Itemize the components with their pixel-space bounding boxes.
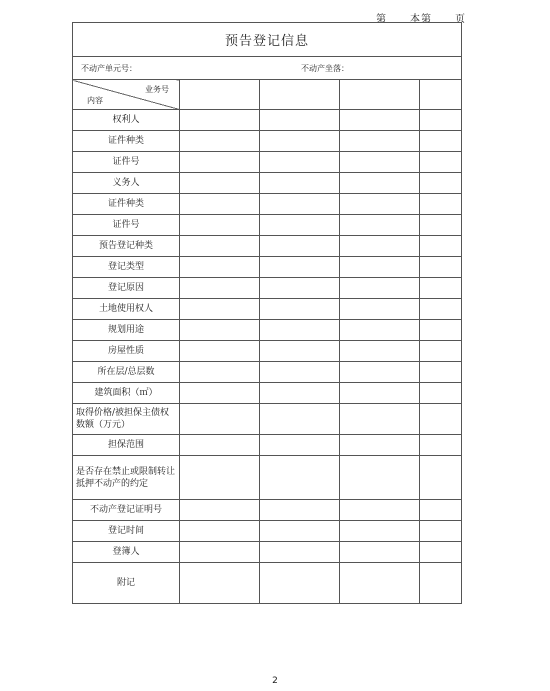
value-cell[interactable] [260, 236, 340, 257]
value-cell[interactable] [420, 194, 462, 215]
value-cell[interactable] [420, 173, 462, 194]
value-cell[interactable] [260, 542, 340, 563]
value-cell[interactable] [260, 80, 340, 110]
row-label: 建筑面积（㎡） [73, 383, 180, 404]
value-cell[interactable] [260, 278, 340, 299]
value-cell[interactable] [420, 435, 462, 456]
value-cell[interactable] [420, 500, 462, 521]
value-cell[interactable] [420, 383, 462, 404]
value-cell[interactable] [340, 152, 420, 173]
value-cell[interactable] [340, 80, 420, 110]
value-cell[interactable] [180, 521, 260, 542]
value-cell[interactable] [180, 110, 260, 131]
value-cell[interactable] [180, 173, 260, 194]
value-cell[interactable] [340, 563, 420, 604]
value-cell[interactable] [260, 456, 340, 500]
value-cell[interactable] [260, 299, 340, 320]
value-cell[interactable] [340, 320, 420, 341]
value-cell[interactable] [180, 236, 260, 257]
value-cell[interactable] [180, 456, 260, 500]
page-number: 2 [272, 676, 278, 686]
registration-table [72, 22, 462, 604]
value-cell[interactable] [420, 299, 462, 320]
value-cell[interactable] [180, 299, 260, 320]
value-cell[interactable] [420, 257, 462, 278]
row-label: 义务人 [73, 173, 180, 194]
value-cell[interactable] [420, 131, 462, 152]
row-label: 登记类型 [73, 257, 180, 278]
value-cell[interactable] [420, 362, 462, 383]
row-label: 登记原因 [73, 278, 180, 299]
value-cell[interactable] [260, 257, 340, 278]
row-label: 房屋性质 [73, 341, 180, 362]
row-label: 不动产登记证明号 [73, 500, 180, 521]
value-cell[interactable] [420, 320, 462, 341]
value-cell[interactable] [180, 542, 260, 563]
value-cell[interactable] [180, 435, 260, 456]
value-cell[interactable] [420, 542, 462, 563]
row-label: 登记时间 [73, 521, 180, 542]
value-cell[interactable] [260, 110, 340, 131]
row-label: 证件种类 [73, 131, 180, 152]
row-label: 登簿人 [73, 542, 180, 563]
value-cell[interactable] [260, 194, 340, 215]
value-cell[interactable] [340, 521, 420, 542]
value-cell[interactable] [260, 563, 340, 604]
value-cell[interactable] [260, 362, 340, 383]
value-cell[interactable] [260, 435, 340, 456]
diagonal-header-cell [73, 80, 180, 110]
value-cell[interactable] [340, 215, 420, 236]
value-cell[interactable] [420, 404, 462, 435]
value-cell[interactable] [260, 173, 340, 194]
row-label: 所在层/总层数 [73, 362, 180, 383]
value-cell[interactable] [420, 110, 462, 131]
row-label: 证件号 [73, 215, 180, 236]
value-cell[interactable] [180, 131, 260, 152]
value-cell[interactable] [340, 500, 420, 521]
row-label: 担保范围 [73, 435, 180, 456]
value-cell[interactable] [180, 563, 260, 604]
row-label: 证件种类 [73, 194, 180, 215]
content-label: 内容 [87, 96, 103, 105]
value-cell[interactable] [340, 110, 420, 131]
row-label: 权利人 [73, 110, 180, 131]
header-ye: 页 [455, 14, 466, 25]
value-cell[interactable] [340, 456, 420, 500]
value-cell[interactable] [180, 362, 260, 383]
value-cell[interactable] [260, 500, 340, 521]
value-cell[interactable] [260, 521, 340, 542]
header-ben: 本第 [410, 14, 432, 25]
value-cell[interactable] [340, 194, 420, 215]
value-cell[interactable] [180, 404, 260, 435]
value-cell[interactable] [340, 383, 420, 404]
row-label: 预告登记种类 [73, 236, 180, 257]
value-cell[interactable] [420, 215, 462, 236]
row-label: 证件号 [73, 152, 180, 173]
value-cell[interactable] [180, 215, 260, 236]
value-cell[interactable] [180, 320, 260, 341]
value-cell[interactable] [180, 383, 260, 404]
value-cell[interactable] [420, 521, 462, 542]
value-cell[interactable] [420, 456, 462, 500]
value-cell[interactable] [260, 131, 340, 152]
value-cell[interactable] [420, 236, 462, 257]
value-cell[interactable] [420, 278, 462, 299]
value-cell[interactable] [260, 383, 340, 404]
value-cell[interactable] [340, 435, 420, 456]
value-cell[interactable] [260, 320, 340, 341]
value-cell[interactable] [180, 278, 260, 299]
value-cell[interactable] [340, 236, 420, 257]
row-label: 取得价格/被担保主债权数额（万元） [73, 404, 180, 435]
value-cell[interactable] [180, 500, 260, 521]
value-cell[interactable] [180, 341, 260, 362]
value-cell[interactable] [180, 194, 260, 215]
value-cell[interactable] [260, 404, 340, 435]
value-cell[interactable] [340, 341, 420, 362]
value-cell[interactable] [180, 152, 260, 173]
value-cell[interactable] [340, 404, 420, 435]
value-cell[interactable] [260, 152, 340, 173]
value-cell[interactable] [340, 173, 420, 194]
value-cell[interactable] [340, 362, 420, 383]
info-row [73, 57, 462, 80]
location-label: 不动产坐落： [301, 63, 349, 73]
value-cell[interactable] [340, 131, 420, 152]
value-cell[interactable] [340, 257, 420, 278]
value-cell[interactable] [180, 80, 260, 110]
value-cell[interactable] [420, 341, 462, 362]
value-cell[interactable] [260, 341, 340, 362]
row-label: 附记 [73, 563, 180, 604]
value-cell[interactable] [420, 152, 462, 173]
value-cell[interactable] [420, 563, 462, 604]
row-label: 是否存在禁止或限制转让抵押不动产的约定 [73, 456, 180, 500]
value-cell[interactable] [340, 278, 420, 299]
row-label: 土地使用权人 [73, 299, 180, 320]
form-title: 预告登记信息 [73, 23, 462, 57]
unit-number-label: 不动产单元号： [81, 63, 137, 73]
header-di: 第 [376, 14, 387, 25]
value-cell[interactable] [420, 80, 462, 110]
value-cell[interactable] [260, 215, 340, 236]
value-cell[interactable] [180, 257, 260, 278]
business-number-label: 业务号 [145, 85, 169, 94]
value-cell[interactable] [340, 542, 420, 563]
value-cell[interactable] [340, 299, 420, 320]
row-label: 规划用途 [73, 320, 180, 341]
